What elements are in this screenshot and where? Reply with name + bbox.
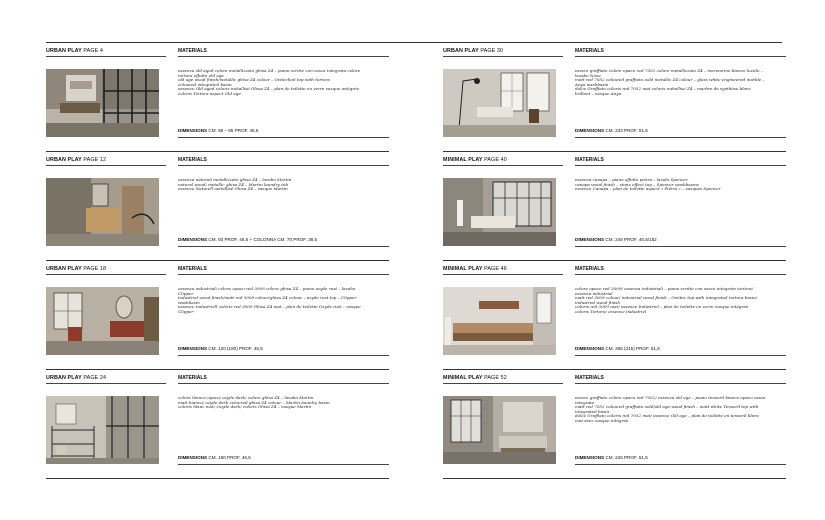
- dimensions: DIMENSIONS CM. 93 PROF. 46,5 + COLONNA CM. 70 PROF. 38,5: [178, 237, 318, 242]
- materials-line: colore opaco red 3009/ essenza industriali – piano scritte con vasca integrata tortora/: [575, 286, 754, 291]
- title-rule: [46, 56, 166, 57]
- materials-line: Clipper: [178, 308, 194, 314]
- page-number: PAGE 4: [83, 48, 104, 54]
- series-name: URBAN PLAY: [46, 157, 82, 163]
- page-number: PAGE 24: [83, 375, 107, 381]
- materials-rule: [575, 165, 786, 166]
- catalog-entry: [443, 370, 786, 479]
- dimensions: DIMENSIONS CM. 233 PROF. 51,5: [575, 128, 648, 133]
- materials-line: essence Old aged coloris métallisé Ghisa Z4 – plan de toilette en verre vasque intégrée: [178, 86, 360, 92]
- photo-illustration: [46, 178, 159, 246]
- materials-description: [575, 287, 785, 315]
- materials-heading: MATERIALS: [575, 157, 604, 163]
- catalog-entry: [46, 370, 389, 479]
- dimensions: DIMENSIONS CM. 120 (180) PROF. 46,5: [178, 346, 263, 351]
- left-column: [46, 43, 389, 479]
- series-name: URBAN PLAY: [443, 48, 479, 54]
- materials-line: colore bianco opaco/ ozyde dark/ colore ghisa Z4 – lavabo Martin: [178, 395, 314, 400]
- photo-illustration: [443, 287, 556, 355]
- materials-description: [178, 178, 388, 192]
- catalog-entry: [46, 43, 389, 152]
- materials-rule: [178, 165, 389, 166]
- photo-illustration: [46, 287, 159, 355]
- materials-line: matt red 7052 coloured graffiato oold/old age wood finish – matt white Tensoril top with: [575, 404, 759, 410]
- product-photo: [46, 287, 159, 355]
- materials-line: matt red 7052 coloured graffiato oold metallic Z4 colour – gloss white engineered marble –: [575, 77, 765, 83]
- title-rule: [443, 274, 563, 275]
- photo-illustration: [46, 69, 159, 137]
- materials-line: coloris Tortora aspect Old age: [178, 90, 241, 96]
- dimensions: DIMENSIONS CM. 180 PROF. 46,5: [178, 455, 251, 460]
- entry-title: [46, 48, 103, 54]
- series-name: URBAN PLAY: [46, 375, 82, 381]
- product-photo: [443, 287, 556, 355]
- product-photo: [443, 69, 556, 137]
- materials-description: [575, 69, 785, 97]
- materials-line: mat avec vasque intégrée: [575, 417, 629, 423]
- materials-line: coloured integrated basin: [178, 81, 232, 87]
- materials-line: coloris Tortora/ essence Industriel: [575, 308, 647, 314]
- materials-line: integrata: [575, 399, 595, 405]
- catalog-entry: [46, 261, 389, 370]
- series-name: MINIMAL PLAY: [443, 157, 483, 163]
- title-rule: [443, 165, 563, 166]
- materials-line: natural wood/ metallic ghisa Z4 – Martin laundry tub: [178, 181, 289, 187]
- materials-line: dolce Graffiato coloris red 7052 mat coloris métallisé Z4 – marbre de synthèse blanc: [575, 86, 751, 92]
- product-photo: [46, 178, 159, 246]
- materials-line: old age wood finish/metallic ghisa Z4 colour – Oviteched top with tortora: [178, 77, 330, 83]
- product-photo: [46, 396, 159, 464]
- dimensions: DIMENSIONS CM. 246 PROF. 46,5/152: [575, 237, 657, 242]
- materials-line: lavabo Nova: [575, 72, 601, 78]
- page-number: PAGE 46: [484, 266, 507, 272]
- materials-line: washbasin: [178, 299, 200, 305]
- dimensions-rule: [575, 246, 786, 247]
- materials-line: essenza industrial: [575, 290, 613, 296]
- page-number: PAGE 40: [484, 157, 507, 163]
- dimensions: DIMENSIONS CM. 85 – 85 PROF. 46,5: [178, 128, 259, 133]
- entry-title: [46, 157, 106, 163]
- dimensions-rule: [575, 355, 786, 356]
- materials-line: essenza naturali metallizzato ghisa Z4 – lavabo Martin: [178, 177, 292, 182]
- dimensions-rule: [178, 246, 389, 247]
- entry-title: [443, 266, 507, 272]
- title-rule: [443, 383, 563, 384]
- entry-title: [46, 266, 106, 272]
- materials-description: [178, 287, 388, 315]
- materials-line: industrial wood finish/matt red 3009 colour/ghisa Z4 colour – azyde rust top – Clipper: [178, 295, 357, 301]
- dimensions-rule: [178, 355, 389, 356]
- materials-line: essence Canapa – plan de toilette aspect « Pietra » – vasques Spencer: [575, 186, 721, 192]
- photo-illustration: [46, 396, 159, 464]
- photo-illustration: [443, 69, 556, 137]
- product-photo: [443, 178, 556, 246]
- entry-title: [443, 375, 507, 381]
- catalog-entry: [443, 43, 786, 152]
- materials-line: coloris red 3009 mat/ essence Industriel – plan de toilette en verre vasque intégrée: [575, 304, 749, 310]
- page-number: PAGE 52: [484, 375, 507, 381]
- materials-line: essence Industriell coloris red 3009 Ghisa Z4 mat – plan de toilette Ozyde rust – vasque: [178, 304, 361, 310]
- materials-line: matt red 3009 colour/ industrial wood finish – Oviitec top with integrated tortora basin/: [575, 295, 758, 301]
- series-name: URBAN PLAY: [46, 48, 82, 54]
- title-rule: [46, 165, 166, 166]
- series-name: MINIMAL PLAY: [443, 375, 483, 381]
- page-number: PAGE 18: [83, 266, 107, 272]
- dimensions-rule: [178, 464, 389, 465]
- materials-description: [575, 396, 785, 424]
- materials-rule: [178, 383, 389, 384]
- materials-description: [178, 396, 388, 410]
- catalog-entry: [443, 261, 786, 370]
- catalog-entry: [443, 152, 786, 261]
- materials-heading: MATERIALS: [575, 375, 604, 381]
- materials-heading: MATERIALS: [178, 157, 207, 163]
- materials-rule: [575, 274, 786, 275]
- materials-line: Clipper: [178, 290, 194, 296]
- photo-illustration: [443, 178, 556, 246]
- series-name: MINIMAL PLAY: [443, 266, 483, 272]
- materials-line: essere graffiato colore opaco red 7052 colore metallizzato Z4 – marmorino bianco lucido –: [575, 68, 763, 73]
- materials-rule: [178, 56, 389, 57]
- materials-line: dolce Graffiato coloris red 7052 mat/ essence Old age – plan de toilette en tensoril blanc: [575, 413, 760, 419]
- title-rule: [443, 56, 563, 57]
- materials-line: tortora effetto old age: [178, 72, 224, 78]
- materials-line: Anya washbasin: [575, 81, 609, 87]
- title-rule: [46, 383, 166, 384]
- materials-heading: MATERIALS: [575, 266, 604, 272]
- materials-rule: [178, 274, 389, 275]
- dimensions: DIMENSIONS CM. 265 (315) PROF. 51,5: [575, 346, 660, 351]
- right-column: [443, 43, 786, 479]
- photo-illustration: [443, 396, 556, 464]
- materials-line: matt bianco/ ozyde dark coloured ghisa Z4 colour – Martin laundry basin: [178, 399, 330, 405]
- materials-line: brillant – vasque Anya: [575, 90, 622, 96]
- materials-description: [575, 178, 785, 192]
- materials-line: essence Naturell métallisé Ghisa Z4 – vasque Martin: [178, 186, 288, 192]
- materials-description: [178, 69, 388, 97]
- materials-line: integrated basin: [575, 408, 610, 414]
- materials-rule: [575, 383, 786, 384]
- materials-line: essenza old aged colore metallizzato ghisa Z4 – piano scritte con vasca integrata colore: [178, 68, 361, 73]
- materials-line: coloris blanc mat/ Ozyde dark/ coloris Ghisa Z4 – vasque Martin: [178, 404, 312, 410]
- materials-rule: [575, 56, 786, 57]
- product-photo: [46, 69, 159, 137]
- materials-line: industrial wood finish: [575, 299, 621, 305]
- entry-title: [443, 48, 503, 54]
- series-name: URBAN PLAY: [46, 266, 82, 272]
- page-number: PAGE 12: [83, 157, 107, 163]
- materials-heading: MATERIALS: [178, 48, 207, 54]
- dimensions-rule: [575, 137, 786, 138]
- entry-title: [46, 375, 106, 381]
- catalog-entry: [46, 152, 389, 261]
- dimensions-rule: [575, 464, 786, 465]
- materials-heading: MATERIALS: [178, 266, 207, 272]
- materials-line: essenza industriali colore opaco red 3009 colore ghisa Z4 – piano azyde rust – lavabo: [178, 286, 356, 291]
- dimensions-rule: [178, 137, 389, 138]
- dimensions: DIMENSIONS CM. 225 PROF. 51,5: [575, 455, 648, 460]
- materials-heading: MATERIALS: [178, 375, 207, 381]
- entry-title: [443, 157, 507, 163]
- materials-line: essenza canapa – piano effetto pietra – lavabi Spencer: [575, 177, 688, 182]
- materials-line: essere graffiato colore opaco red 7052/ essenza old age – piano tensoril bianco opaco vasca: [575, 395, 766, 400]
- title-rule: [46, 274, 166, 275]
- product-photo: [443, 396, 556, 464]
- page-number: PAGE 30: [480, 48, 504, 54]
- materials-heading: MATERIALS: [575, 48, 604, 54]
- materials-line: canapa wood finish – stone effect top – Spencer washbasins: [575, 181, 699, 187]
